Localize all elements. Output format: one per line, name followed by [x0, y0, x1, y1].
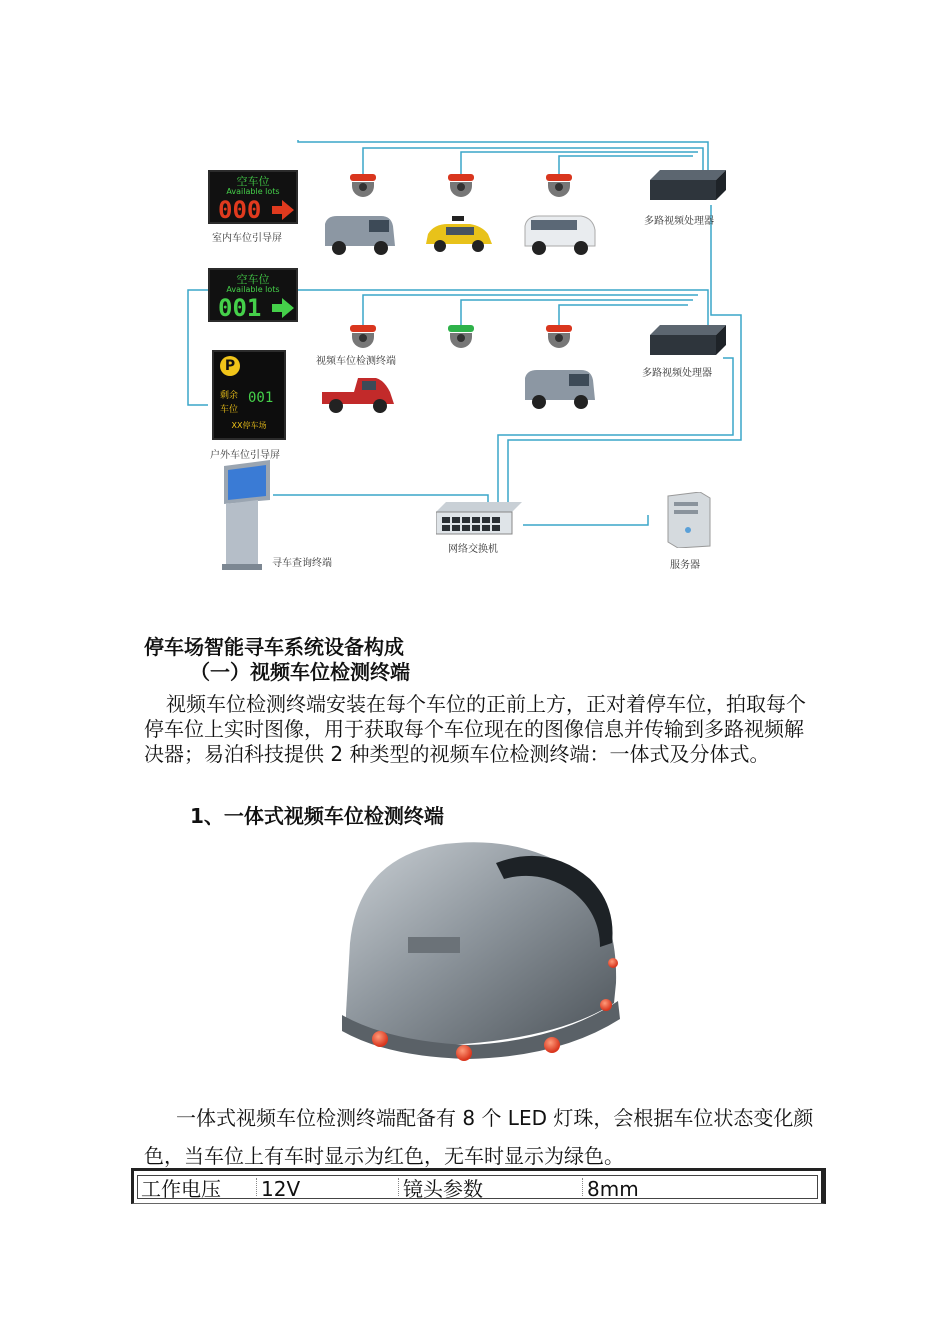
cell-divider	[256, 1178, 257, 1196]
sign-title: 空车位	[236, 175, 270, 188]
camera-icon	[348, 325, 378, 349]
sign-subtitle: Available lots	[226, 285, 280, 294]
indoor-sign-caption: 室内车位引导屏	[212, 233, 282, 244]
processor-label: 多路视频处理器	[642, 368, 712, 379]
outdoor-guidance-sign	[208, 268, 298, 322]
sign-title: 空车位	[236, 273, 270, 286]
camera-icon	[544, 325, 574, 349]
main-heading: 停车场智能寻车系统设备构成	[144, 635, 404, 659]
sub-heading: （一）视频车位检测终端	[190, 660, 410, 684]
panel-lot-name: XX停车场	[231, 421, 267, 430]
outdoor-panel	[212, 350, 286, 440]
camera-icon	[544, 174, 574, 198]
product-photo	[328, 833, 624, 1065]
arrow-right-icon	[272, 200, 294, 220]
table-cell-value: 12V	[261, 1177, 301, 1201]
camera-icon	[446, 325, 476, 349]
led-indicator	[544, 1037, 560, 1053]
camera-icon	[446, 174, 476, 198]
table-cell-value: 8mm	[587, 1177, 639, 1201]
table-cell-label: 工作电压	[141, 1177, 221, 1201]
indoor-guidance-sign	[208, 170, 298, 224]
processor-label: 多路视频处理器	[644, 216, 714, 227]
parking-p-icon: P	[220, 356, 240, 376]
arrow-right-icon	[272, 298, 294, 318]
kiosk-label: 寻车查询终端	[272, 558, 332, 569]
video-processor-icon	[650, 170, 726, 204]
table-row	[137, 1175, 818, 1199]
panel-number: 001	[248, 390, 274, 406]
cell-divider	[582, 1178, 583, 1196]
panel-line2: 车位	[220, 405, 239, 415]
server-icon	[664, 492, 712, 548]
spec-table	[131, 1168, 826, 1204]
switch-label: 网络交换机	[448, 544, 498, 555]
led-indicator	[372, 1031, 388, 1047]
outdoor-panel-caption: 户外车位引导屏	[210, 450, 280, 461]
panel-line1: 剩余	[220, 391, 239, 401]
system-diagram	[178, 130, 758, 572]
paragraph-1: 视频车位检测终端安装在每个车位的正前上方，正对着停车位，拍取每个停车位上实时图像，用于获取每个车位现在的图像信息并传输到多路视频解决器；易泊科技提供 2 种类型的视频车位检测终端：一体式及分体式。	[144, 692, 806, 766]
sign-subtitle: Available lots	[226, 187, 280, 196]
paragraph-2: 一体式视频车位检测终端配备有 8 个 LED 灯珠，会根据车位状态变化颜色，当车位上有车时显示为红色，无车时显示为绿色。	[144, 1106, 814, 1168]
item-heading: 1、一体式视频车位检测终端	[190, 804, 444, 828]
video-processor-icon	[650, 325, 726, 359]
table-cell-label: 镜头参数	[403, 1177, 483, 1201]
kiosk-icon	[218, 460, 274, 570]
led-indicator	[608, 958, 618, 968]
camera-label: 视频车位检测终端	[316, 356, 396, 367]
led-indicator	[600, 999, 612, 1011]
sign-number: 000	[218, 196, 262, 224]
minivan-icon	[521, 210, 599, 260]
server-label: 服务器	[670, 560, 700, 571]
camera-icon	[348, 174, 378, 198]
led-indicator	[456, 1045, 472, 1061]
sign-number: 001	[218, 294, 262, 322]
van-icon	[321, 210, 399, 260]
cell-divider	[398, 1178, 399, 1196]
network-switch-icon	[436, 502, 522, 536]
taxi-icon	[422, 214, 496, 258]
pickup-truck-icon	[318, 370, 398, 416]
van-icon	[521, 364, 599, 414]
